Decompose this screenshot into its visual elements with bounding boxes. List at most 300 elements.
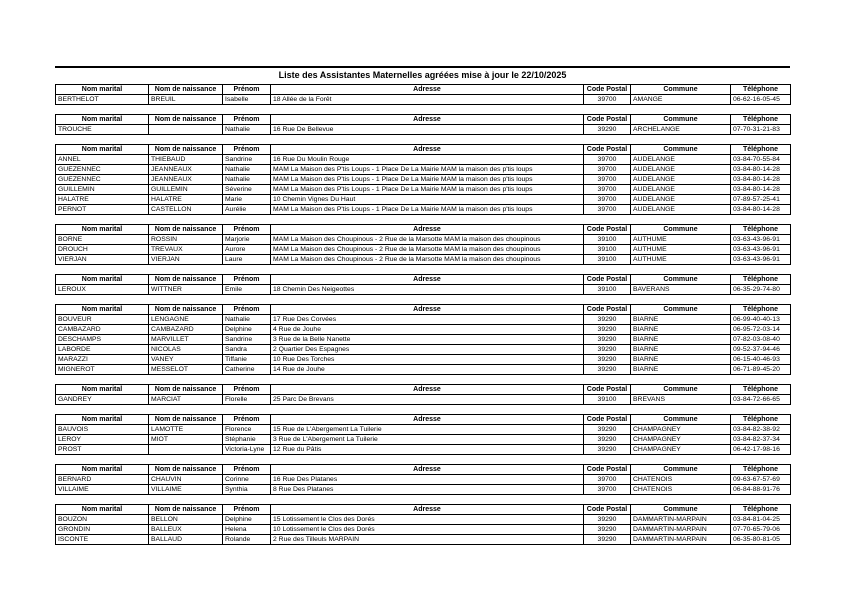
commune-table-audelange [55, 144, 791, 215]
cell-nom-de-naissance: BALLAUD [149, 535, 223, 545]
column-header-nom-de-naissance: Nom de naissance [149, 505, 223, 515]
cell-commune: BIARNE [631, 325, 731, 335]
column-header-code-postal: Code Postal [584, 225, 631, 235]
commune-table-champagney [55, 414, 791, 455]
column-header-adresse: Adresse [271, 275, 584, 285]
cell-adresse: 10 Rue Des Torches [271, 355, 584, 365]
cell-commune: CHAMPAGNEY [631, 445, 731, 455]
table-row [56, 195, 791, 205]
cell-prenom: Nathalie [223, 175, 271, 185]
cell-nom-de-naissance: MARVILLET [149, 335, 223, 345]
column-header-telephone: Téléphone [731, 115, 791, 125]
cell-prenom: Catherine [223, 365, 271, 375]
column-header-nom-marital: Nom marital [56, 145, 149, 155]
column-header-nom-marital: Nom marital [56, 275, 149, 285]
cell-nom-de-naissance: JEANNEAUX [149, 165, 223, 175]
cell-commune: BIARNE [631, 315, 731, 325]
cell-adresse: MAM La Maison des P'tis Loups - 1 Place De La Mairie MAM la maison des p'tis loups [271, 165, 584, 175]
cell-telephone: 03-84-80-14-28 [731, 205, 791, 215]
cell-nom-de-naissance: JEANNEAUX [149, 175, 223, 185]
cell-nom-de-naissance: HALATRE [149, 195, 223, 205]
table-row [56, 255, 791, 265]
cell-telephone: 03-84-82-38-92 [731, 425, 791, 435]
cell-prenom: Marjorie [223, 235, 271, 245]
cell-commune: AUTHUME [631, 245, 731, 255]
column-header-adresse: Adresse [271, 145, 584, 155]
table-row [56, 515, 791, 525]
cell-telephone: 09-52-37-94-46 [731, 345, 791, 355]
column-header-telephone: Téléphone [731, 465, 791, 475]
cell-code-postal: 39700 [584, 185, 631, 195]
cell-telephone: 03-63-43-96-91 [731, 255, 791, 265]
cell-telephone: 06-15-40-46-93 [731, 355, 791, 365]
column-header-commune: Commune [631, 85, 731, 95]
cell-telephone: 09-63-67-57-69 [731, 475, 791, 485]
column-header-commune: Commune [631, 465, 731, 475]
cell-adresse: 10 Chemin Vignes Du Haut [271, 195, 584, 205]
cell-nom-de-naissance: BELLON [149, 515, 223, 525]
cell-telephone: 03-84-80-14-28 [731, 165, 791, 175]
cell-nom-marital: LABORDE [56, 345, 149, 355]
commune-table-authume [55, 224, 791, 265]
cell-telephone: 06-35-29-74-80 [731, 285, 791, 295]
column-header-commune: Commune [631, 115, 731, 125]
column-header-nom-de-naissance: Nom de naissance [149, 275, 223, 285]
cell-code-postal: 39290 [584, 425, 631, 435]
cell-nom-marital: GUILLEMIN [56, 185, 149, 195]
column-header-nom-de-naissance: Nom de naissance [149, 465, 223, 475]
cell-prenom: Laure [223, 255, 271, 265]
table-row [56, 325, 791, 335]
cell-adresse: MAM La Maison des Choupinous - 2 Rue de la Marsotte MAM la maison des choupinous [271, 235, 584, 245]
column-header-prenom: Prénom [223, 115, 271, 125]
table-row [56, 335, 791, 345]
cell-prenom: Aurore [223, 245, 271, 255]
column-header-telephone: Téléphone [731, 415, 791, 425]
cell-adresse: 2 Rue des Tilleuls MARPAIN [271, 535, 584, 545]
cell-code-postal: 39700 [584, 475, 631, 485]
cell-nom-marital: DESCHAMPS [56, 335, 149, 345]
cell-code-postal: 39290 [584, 345, 631, 355]
column-header-prenom: Prénom [223, 275, 271, 285]
cell-nom-marital: GUEZENNEC [56, 165, 149, 175]
cell-nom-de-naissance: GUILLEMIN [149, 185, 223, 195]
column-header-adresse: Adresse [271, 115, 584, 125]
cell-adresse: MAM La Maison des Choupinous - 2 Rue de la Marsotte MAM la maison des choupinous [271, 255, 584, 265]
cell-code-postal: 39100 [584, 235, 631, 245]
column-header-adresse: Adresse [271, 225, 584, 235]
cell-adresse: 14 Rue de Jouhe [271, 365, 584, 375]
cell-code-postal: 39700 [584, 165, 631, 175]
column-header-nom-marital: Nom marital [56, 115, 149, 125]
cell-adresse: 10 Lotissement le Clos des Dorés [271, 525, 584, 535]
column-header-nom-marital: Nom marital [56, 465, 149, 475]
cell-telephone: 06-84-88-91-76 [731, 485, 791, 495]
cell-code-postal: 39290 [584, 335, 631, 345]
cell-prenom: Florence [223, 425, 271, 435]
commune-table-brevans [55, 384, 791, 405]
cell-code-postal: 39290 [584, 445, 631, 455]
column-header-code-postal: Code Postal [584, 145, 631, 155]
cell-telephone: 06-71-89-45-20 [731, 365, 791, 375]
column-header-telephone: Téléphone [731, 385, 791, 395]
cell-commune: AUDELANGE [631, 185, 731, 195]
column-header-code-postal: Code Postal [584, 85, 631, 95]
cell-commune: AUDELANGE [631, 195, 731, 205]
cell-adresse: 18 Chemin Des Neigeottes [271, 285, 584, 295]
cell-code-postal: 39700 [584, 195, 631, 205]
table-row [56, 525, 791, 535]
cell-nom-de-naissance: ROSSIN [149, 235, 223, 245]
cell-telephone: 06-99-40-40-13 [731, 315, 791, 325]
header-row [56, 225, 791, 235]
table-row [56, 535, 791, 545]
header-row [56, 145, 791, 155]
column-header-nom-marital: Nom marital [56, 505, 149, 515]
column-header-telephone: Téléphone [731, 275, 791, 285]
column-header-commune: Commune [631, 225, 731, 235]
table-row [56, 355, 791, 365]
cell-nom-marital: GUEZENNEC [56, 175, 149, 185]
document-content [55, 66, 790, 554]
cell-code-postal: 39700 [584, 155, 631, 165]
cell-adresse: MAM La Maison des P'tis Loups - 1 Place De La Mairie MAM la maison des p'tis loups [271, 175, 584, 185]
column-header-prenom: Prénom [223, 415, 271, 425]
cell-commune: BAVERANS [631, 285, 731, 295]
cell-nom-marital: PROST [56, 445, 149, 455]
table-row [56, 485, 791, 495]
cell-prenom: Stéphanie [223, 435, 271, 445]
table-row [56, 345, 791, 355]
cell-adresse: 8 Rue Des Platanes [271, 485, 584, 495]
column-header-prenom: Prénom [223, 305, 271, 315]
cell-code-postal: 39100 [584, 285, 631, 295]
cell-telephone: 03-84-80-14-28 [731, 175, 791, 185]
cell-prenom: Corinne [223, 475, 271, 485]
table-row [56, 95, 791, 105]
cell-nom-marital: GRONDIN [56, 525, 149, 535]
cell-code-postal: 39290 [584, 365, 631, 375]
cell-telephone: 03-84-82-37-34 [731, 435, 791, 445]
cell-adresse: 4 Rue de Jouhe [271, 325, 584, 335]
column-header-commune: Commune [631, 385, 731, 395]
commune-table-baverans [55, 274, 791, 295]
cell-nom-de-naissance: VANEY [149, 355, 223, 365]
table-row [56, 165, 791, 175]
commune-table-dammartin-marpain [55, 504, 791, 545]
cell-telephone: 03-84-81-04-25 [731, 515, 791, 525]
column-header-prenom: Prénom [223, 465, 271, 475]
cell-adresse: 3 Rue de L'Abergement La Tuilerie [271, 435, 584, 445]
cell-commune: CHAMPAGNEY [631, 435, 731, 445]
cell-prenom: Rolande [223, 535, 271, 545]
cell-nom-marital: LEROUX [56, 285, 149, 295]
cell-code-postal: 39100 [584, 395, 631, 405]
column-header-nom-de-naissance: Nom de naissance [149, 385, 223, 395]
column-header-nom-marital: Nom marital [56, 225, 149, 235]
column-header-code-postal: Code Postal [584, 115, 631, 125]
cell-nom-de-naissance: WITTNER [149, 285, 223, 295]
cell-nom-de-naissance: LENGAGNE [149, 315, 223, 325]
table-row [56, 315, 791, 325]
column-header-telephone: Téléphone [731, 505, 791, 515]
cell-nom-de-naissance: MESSELOT [149, 365, 223, 375]
column-header-telephone: Téléphone [731, 305, 791, 315]
cell-nom-de-naissance: TREVAUX [149, 245, 223, 255]
cell-nom-de-naissance: MIOT [149, 435, 223, 445]
column-header-nom-marital: Nom marital [56, 305, 149, 315]
cell-adresse: 16 Rue Des Platanes [271, 475, 584, 485]
cell-adresse: 3 Rue de la Belle Nanette [271, 335, 584, 345]
cell-nom-de-naissance: CHAUVIN [149, 475, 223, 485]
table-row [56, 445, 791, 455]
cell-nom-marital: PERNOT [56, 205, 149, 215]
cell-nom-de-naissance: VILLAIME [149, 485, 223, 495]
column-header-commune: Commune [631, 415, 731, 425]
header-row [56, 505, 791, 515]
cell-code-postal: 39290 [584, 315, 631, 325]
cell-telephone: 03-63-43-96-91 [731, 245, 791, 255]
cell-code-postal: 39100 [584, 245, 631, 255]
cell-prenom: Séverine [223, 185, 271, 195]
column-header-nom-de-naissance: Nom de naissance [149, 115, 223, 125]
column-header-adresse: Adresse [271, 465, 584, 475]
header-row [56, 415, 791, 425]
cell-commune: AUDELANGE [631, 155, 731, 165]
column-header-code-postal: Code Postal [584, 275, 631, 285]
cell-prenom: Sandra [223, 345, 271, 355]
cell-code-postal: 39290 [584, 435, 631, 445]
column-header-adresse: Adresse [271, 505, 584, 515]
column-header-commune: Commune [631, 145, 731, 155]
cell-commune: BIARNE [631, 335, 731, 345]
cell-code-postal: 39290 [584, 355, 631, 365]
cell-commune: BIARNE [631, 365, 731, 375]
cell-prenom: Marie [223, 195, 271, 205]
column-header-adresse: Adresse [271, 85, 584, 95]
table-row [56, 125, 791, 135]
cell-adresse: 25 Parc De Brevans [271, 395, 584, 405]
cell-adresse: 15 Rue de L'Abergement La Tuilerie [271, 425, 584, 435]
header-row [56, 385, 791, 395]
header-row [56, 115, 791, 125]
cell-nom-de-naissance: CASTELLON [149, 205, 223, 215]
cell-commune: ARCHELANGE [631, 125, 731, 135]
cell-code-postal: 39700 [584, 205, 631, 215]
cell-nom-marital: TROUCHE [56, 125, 149, 135]
column-header-code-postal: Code Postal [584, 305, 631, 315]
column-header-code-postal: Code Postal [584, 385, 631, 395]
column-header-code-postal: Code Postal [584, 465, 631, 475]
cell-nom-de-naissance: NICOLAS [149, 345, 223, 355]
cell-code-postal: 39290 [584, 125, 631, 135]
cell-nom-marital: MIGNEROT [56, 365, 149, 375]
column-header-adresse: Adresse [271, 385, 584, 395]
cell-commune: BIARNE [631, 345, 731, 355]
cell-commune: AUDELANGE [631, 205, 731, 215]
cell-commune: AUDELANGE [631, 175, 731, 185]
table-row [56, 395, 791, 405]
cell-telephone: 07-70-65-79-06 [731, 525, 791, 535]
header-row [56, 275, 791, 285]
column-header-code-postal: Code Postal [584, 415, 631, 425]
cell-nom-marital: BERNARD [56, 475, 149, 485]
table-row [56, 235, 791, 245]
table-row [56, 475, 791, 485]
cell-nom-marital: ISCONTE [56, 535, 149, 545]
cell-adresse: MAM La Maison des Choupinous - 2 Rue de la Marsotte MAM la maison des choupinous [271, 245, 584, 255]
cell-nom-marital: BERTHELOT [56, 95, 149, 105]
cell-nom-marital: BOUVEUR [56, 315, 149, 325]
cell-nom-de-naissance: THIEBAUD [149, 155, 223, 165]
table-row [56, 205, 791, 215]
cell-prenom: Synthia [223, 485, 271, 495]
commune-table-archelange [55, 114, 791, 135]
cell-telephone: 07-70-31-21-83 [731, 125, 791, 135]
cell-nom-de-naissance [149, 125, 223, 135]
cell-prenom: Nathalie [223, 165, 271, 175]
cell-commune: CHATENOIS [631, 475, 731, 485]
column-header-adresse: Adresse [271, 415, 584, 425]
cell-telephone: 03-84-80-14-28 [731, 185, 791, 195]
cell-nom-de-naissance: MARCIAT [149, 395, 223, 405]
cell-adresse: 16 Rue Du Moulin Rouge [271, 155, 584, 165]
column-header-prenom: Prénom [223, 505, 271, 515]
cell-telephone: 06-62-16-05-45 [731, 95, 791, 105]
cell-nom-de-naissance: CAMBAZARD [149, 325, 223, 335]
column-header-nom-marital: Nom marital [56, 385, 149, 395]
cell-prenom: Delphine [223, 515, 271, 525]
cell-telephone: 03-84-72-66-65 [731, 395, 791, 405]
cell-code-postal: 39100 [584, 255, 631, 265]
column-header-prenom: Prénom [223, 145, 271, 155]
cell-prenom: Victoria-Lyne [223, 445, 271, 455]
cell-commune: BREVANS [631, 395, 731, 405]
cell-nom-marital: BORNE [56, 235, 149, 245]
cell-nom-marital: BAUVOIS [56, 425, 149, 435]
cell-nom-marital: GANDREY [56, 395, 149, 405]
table-row [56, 245, 791, 255]
cell-commune: CHAMPAGNEY [631, 425, 731, 435]
column-header-telephone: Téléphone [731, 85, 791, 95]
column-header-nom-de-naissance: Nom de naissance [149, 415, 223, 425]
header-row [56, 305, 791, 315]
column-header-nom-marital: Nom marital [56, 415, 149, 425]
cell-adresse: 2 Quartier Des Espagnes [271, 345, 584, 355]
cell-prenom: Sandrine [223, 335, 271, 345]
commune-sections [55, 84, 790, 545]
cell-prenom: Isabelle [223, 95, 271, 105]
cell-nom-marital: BOUZON [56, 515, 149, 525]
cell-telephone: 03-84-70-55-84 [731, 155, 791, 165]
cell-adresse: 17 Rue Des Corvées [271, 315, 584, 325]
cell-code-postal: 39700 [584, 485, 631, 495]
cell-telephone: 06-42-17-98-16 [731, 445, 791, 455]
cell-adresse: 12 Rue du Pâtis [271, 445, 584, 455]
cell-nom-de-naissance: VIERJAN [149, 255, 223, 265]
cell-nom-de-naissance: BREUIL [149, 95, 223, 105]
cell-code-postal: 39290 [584, 525, 631, 535]
document-title: Liste des Assistantes Maternelles agréées mise à jour le 22/10/2025 [278, 70, 567, 80]
cell-nom-marital: LEROY [56, 435, 149, 445]
cell-nom-marital: DROUCH [56, 245, 149, 255]
cell-prenom: Florelle [223, 395, 271, 405]
column-header-telephone: Téléphone [731, 145, 791, 155]
column-header-telephone: Téléphone [731, 225, 791, 235]
column-header-nom-de-naissance: Nom de naissance [149, 145, 223, 155]
column-header-nom-de-naissance: Nom de naissance [149, 85, 223, 95]
column-header-code-postal: Code Postal [584, 505, 631, 515]
column-header-prenom: Prénom [223, 385, 271, 395]
cell-prenom: Nathalie [223, 125, 271, 135]
cell-code-postal: 39290 [584, 535, 631, 545]
column-header-prenom: Prénom [223, 225, 271, 235]
cell-nom-marital: VIERJAN [56, 255, 149, 265]
cell-prenom: Sandrine [223, 155, 271, 165]
header-row [56, 465, 791, 475]
cell-prenom: Aurélie [223, 205, 271, 215]
table-row [56, 175, 791, 185]
table-row [56, 285, 791, 295]
cell-nom-de-naissance [149, 445, 223, 455]
cell-telephone: 07-89-57-25-41 [731, 195, 791, 205]
commune-table-chatenois [55, 464, 791, 495]
header-row [56, 85, 791, 95]
cell-commune: DAMMARTIN-MARPAIN [631, 515, 731, 525]
column-header-commune: Commune [631, 305, 731, 315]
cell-adresse: 18 Allée de la Forêt [271, 95, 584, 105]
cell-commune: AUDELANGE [631, 165, 731, 175]
commune-table-biarne [55, 304, 791, 375]
column-header-nom-de-naissance: Nom de naissance [149, 305, 223, 315]
cell-telephone: 06-35-80-81-05 [731, 535, 791, 545]
cell-nom-marital: HALATRE [56, 195, 149, 205]
table-row [56, 435, 791, 445]
cell-telephone: 06-95-72-03-14 [731, 325, 791, 335]
cell-prenom: Emile [223, 285, 271, 295]
table-row [56, 365, 791, 375]
cell-code-postal: 39290 [584, 515, 631, 525]
column-header-prenom: Prénom [223, 85, 271, 95]
column-header-adresse: Adresse [271, 305, 584, 315]
cell-code-postal: 39700 [584, 175, 631, 185]
cell-adresse: MAM La Maison des P'tis Loups - 1 Place De La Mairie MAM la maison des p'tis loups [271, 185, 584, 195]
cell-commune: DAMMARTIN-MARPAIN [631, 525, 731, 535]
cell-prenom: Nathalie [223, 315, 271, 325]
cell-commune: AUTHUME [631, 235, 731, 245]
cell-nom-marital: MARAZZI [56, 355, 149, 365]
commune-table-amange [55, 84, 791, 105]
cell-nom-de-naissance: LAMOTTE [149, 425, 223, 435]
cell-nom-marital: CAMBAZARD [56, 325, 149, 335]
cell-commune: BIARNE [631, 355, 731, 365]
cell-commune: AMANGE [631, 95, 731, 105]
cell-telephone: 03-63-43-96-91 [731, 235, 791, 245]
cell-prenom: Helena [223, 525, 271, 535]
column-header-commune: Commune [631, 275, 731, 285]
column-header-commune: Commune [631, 505, 731, 515]
cell-adresse: 16 Rue De Bellevue [271, 125, 584, 135]
cell-prenom: Delphine [223, 325, 271, 335]
table-row [56, 155, 791, 165]
cell-prenom: Tiffanie [223, 355, 271, 365]
cell-commune: DAMMARTIN-MARPAIN [631, 535, 731, 545]
cell-nom-de-naissance: BALLEUX [149, 525, 223, 535]
cell-commune: CHATENOIS [631, 485, 731, 495]
cell-code-postal: 39700 [584, 95, 631, 105]
cell-nom-marital: ANNEL [56, 155, 149, 165]
table-row [56, 425, 791, 435]
